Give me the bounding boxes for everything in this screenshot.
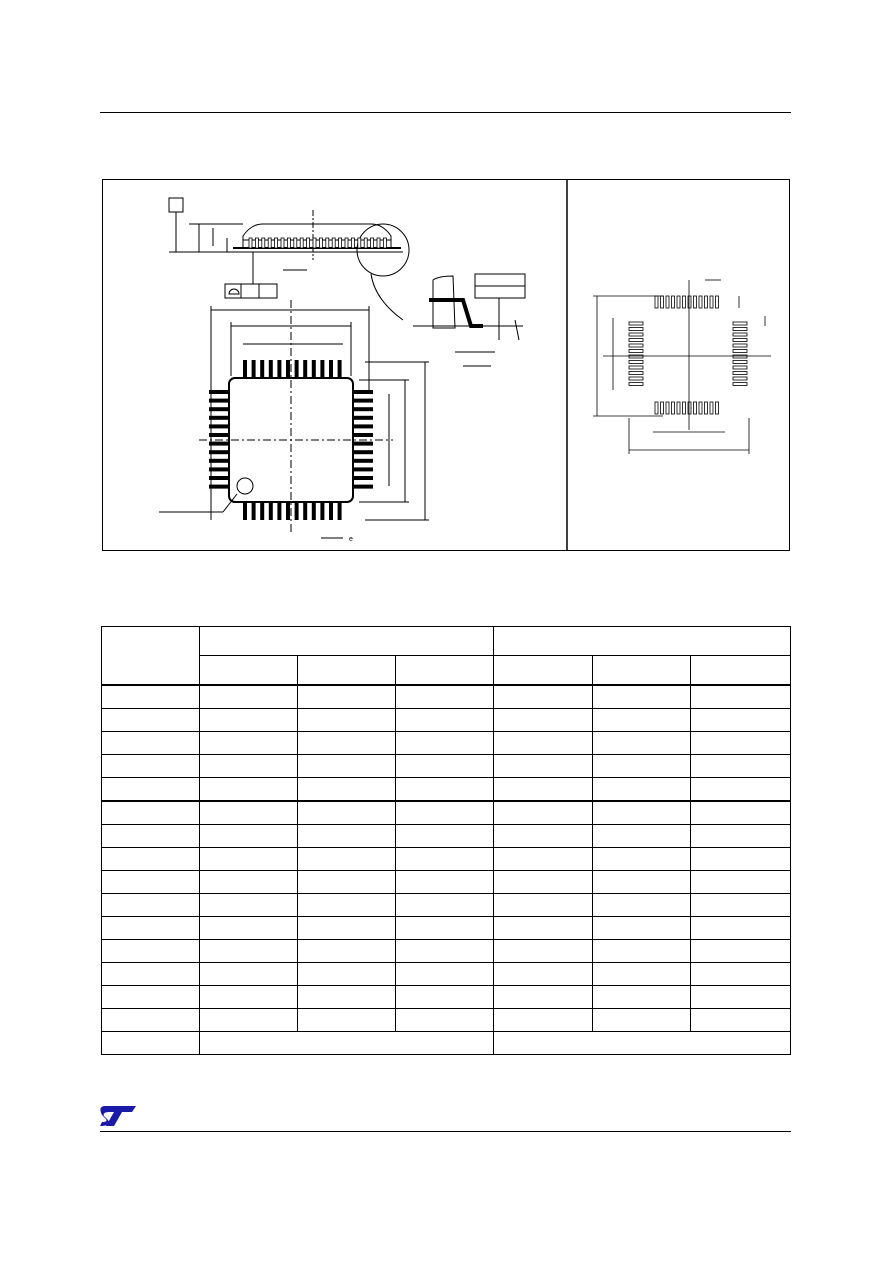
table-cell — [494, 871, 593, 894]
footprint-pad — [733, 366, 747, 369]
table-row — [102, 1009, 791, 1032]
table-cell — [200, 940, 298, 963]
header-unit-group — [200, 627, 494, 656]
table-cell — [102, 778, 200, 802]
side-pin — [345, 238, 348, 248]
table-subheader-row — [102, 656, 791, 686]
table-cell — [593, 732, 691, 755]
footprint-pad — [694, 402, 697, 414]
table-cell — [102, 848, 200, 871]
footprint-pad — [661, 402, 664, 414]
pin-right — [353, 399, 373, 403]
side-pin — [351, 238, 354, 248]
footprint-pad — [629, 361, 643, 364]
pin-top — [252, 360, 256, 378]
table-cell — [593, 963, 691, 986]
table-cell — [200, 825, 298, 848]
table-cell — [494, 778, 593, 802]
table-cell — [396, 755, 494, 778]
table-cell — [593, 685, 691, 709]
table-row — [102, 963, 791, 986]
pin-top — [312, 360, 316, 378]
footprint-pad — [705, 296, 708, 308]
footprint-pad — [629, 344, 643, 347]
table-cell — [298, 685, 396, 709]
table-cell — [691, 778, 791, 802]
detail-leader — [371, 274, 403, 320]
header-rule — [100, 112, 791, 113]
footprint-pad — [666, 296, 669, 308]
footprint-pad — [655, 402, 658, 414]
footprint-pad — [629, 339, 643, 342]
table-cell — [494, 732, 593, 755]
header-dim-cell — [102, 627, 200, 686]
pin-left — [209, 433, 229, 437]
table-cell — [298, 940, 396, 963]
table-cell — [494, 685, 593, 709]
side-pin — [268, 238, 271, 248]
footprint-pad — [629, 355, 643, 358]
table-cell — [494, 963, 593, 986]
side-pin — [377, 238, 380, 248]
pin-right — [353, 476, 373, 480]
pin-right — [353, 485, 373, 489]
table-cell — [298, 778, 396, 802]
pin-bottom — [338, 502, 342, 520]
footprint-pad — [733, 322, 747, 325]
table-cell — [298, 986, 396, 1009]
pin-left — [209, 424, 229, 428]
footprint-pad — [733, 383, 747, 386]
footprint-pad — [710, 296, 713, 308]
side-pin — [275, 238, 278, 248]
package-drawing-figure — [102, 179, 790, 551]
table-cell — [691, 963, 791, 986]
side-pin — [300, 238, 303, 248]
table-cell — [691, 848, 791, 871]
pin-bottom — [286, 502, 290, 520]
pin-right — [353, 407, 373, 411]
pin-top — [243, 360, 247, 378]
table-cell — [494, 940, 593, 963]
table-cell — [298, 871, 396, 894]
side-pin — [294, 238, 297, 248]
footprint-pad — [705, 402, 708, 414]
recommended-footprint — [593, 280, 771, 454]
table-cell — [298, 917, 396, 940]
side-pin — [287, 238, 290, 248]
table-cell — [200, 1032, 494, 1055]
footprint-pad — [733, 350, 747, 353]
header-subcell — [200, 656, 298, 686]
pin-bottom — [320, 502, 324, 520]
pin-left — [209, 407, 229, 411]
table-cell — [102, 732, 200, 755]
table-cell — [200, 778, 298, 802]
footprint-pad — [733, 377, 747, 380]
table-cell — [396, 685, 494, 709]
table-cell — [396, 801, 494, 825]
footprint-pad — [629, 322, 643, 325]
side-pin — [326, 238, 329, 248]
table-row — [102, 709, 791, 732]
pin-left — [209, 450, 229, 454]
pin-top — [338, 360, 342, 378]
header-subcell — [494, 656, 593, 686]
pin-left — [209, 416, 229, 420]
table-cell — [691, 871, 791, 894]
table-cell — [102, 1009, 200, 1032]
side-pin — [358, 238, 361, 248]
table-cell — [200, 685, 298, 709]
pin-right — [353, 390, 373, 394]
table-cell — [396, 709, 494, 732]
table-row — [102, 848, 791, 871]
table-cell — [593, 871, 691, 894]
pin-right — [353, 450, 373, 454]
footprint-pad — [629, 328, 643, 331]
footprint-pad — [683, 402, 686, 414]
pin-top — [269, 360, 273, 378]
pin-bottom — [260, 502, 264, 520]
table-cell — [396, 963, 494, 986]
side-pin — [339, 238, 342, 248]
pin-left — [209, 459, 229, 463]
table-cell — [691, 685, 791, 709]
table-cell — [200, 1009, 298, 1032]
pin-bottom — [303, 502, 307, 520]
pin-left — [209, 467, 229, 471]
pin-left — [209, 485, 229, 489]
table-cell — [102, 871, 200, 894]
footprint-pad — [694, 296, 697, 308]
table-cell — [593, 986, 691, 1009]
table-cell — [102, 709, 200, 732]
table-cell — [691, 917, 791, 940]
table-cell — [593, 825, 691, 848]
side-pin — [319, 238, 322, 248]
table-cell — [494, 801, 593, 825]
pin-right — [353, 459, 373, 463]
pin-left — [209, 399, 229, 403]
table-cell — [102, 685, 200, 709]
table-cell — [593, 917, 691, 940]
footprint-pad — [666, 402, 669, 414]
side-pin — [262, 238, 265, 248]
table-cell — [200, 871, 298, 894]
table-cell — [298, 709, 396, 732]
table-header-row — [102, 627, 791, 656]
table-cell — [593, 778, 691, 802]
table-cell — [494, 894, 593, 917]
table-row — [102, 755, 791, 778]
pin-top — [277, 360, 281, 378]
footprint-pad — [672, 402, 675, 414]
side-pin — [332, 238, 335, 248]
table-cell — [200, 848, 298, 871]
pin-right — [353, 424, 373, 428]
pitch-label: e — [349, 536, 353, 543]
table-row — [102, 917, 791, 940]
footprint-pad — [688, 402, 691, 414]
table-cell — [200, 917, 298, 940]
footprint-pad — [677, 402, 680, 414]
table-row — [102, 778, 791, 802]
table-cell — [102, 986, 200, 1009]
table-cell — [102, 755, 200, 778]
table-cell — [494, 1032, 791, 1055]
table-cell — [494, 755, 593, 778]
table-cell — [396, 825, 494, 848]
table-row — [102, 801, 791, 825]
footer-rule — [100, 1131, 791, 1132]
table-cell — [102, 825, 200, 848]
footprint-pad — [733, 361, 747, 364]
table-cell — [691, 825, 791, 848]
table-cell — [396, 871, 494, 894]
dim-k — [515, 320, 519, 340]
table-cell — [593, 1009, 691, 1032]
table-cell — [494, 986, 593, 1009]
table-cell — [691, 755, 791, 778]
footprint-pad — [683, 296, 686, 308]
footprint-pad — [733, 339, 747, 342]
pin-left — [209, 390, 229, 394]
pin-top — [329, 360, 333, 378]
footprint-pad — [699, 402, 702, 414]
table-cell — [298, 801, 396, 825]
footprint-pad — [688, 296, 691, 308]
pin-top — [320, 360, 324, 378]
footprint-pad — [733, 328, 747, 331]
header-subcell — [298, 656, 396, 686]
pin-left — [209, 476, 229, 480]
pin-top — [260, 360, 264, 378]
table-cell — [593, 755, 691, 778]
footprint-pad — [710, 402, 713, 414]
pin-right — [353, 416, 373, 420]
flatness-frame — [225, 284, 277, 298]
footprint-pad — [629, 333, 643, 336]
table-cell — [691, 732, 791, 755]
table-cell — [396, 986, 494, 1009]
table-cell — [102, 894, 200, 917]
pin-bottom — [295, 502, 299, 520]
table-cell — [494, 1009, 593, 1032]
side-pin — [313, 238, 316, 248]
header-subcell — [396, 656, 494, 686]
table-row — [102, 940, 791, 963]
table-cell — [691, 1009, 791, 1032]
header-subcell — [593, 656, 691, 686]
footprint-pad — [733, 372, 747, 375]
pin-left — [209, 442, 229, 446]
table-row — [102, 685, 791, 709]
table-cell — [298, 848, 396, 871]
footprint-pad — [629, 383, 643, 386]
footprint-pad — [716, 402, 719, 414]
table-cell — [102, 940, 200, 963]
datum-box — [169, 198, 183, 212]
side-pin — [255, 238, 258, 248]
package-drawing — [103, 180, 790, 551]
table-cell — [691, 801, 791, 825]
footprint-pad — [629, 377, 643, 380]
table-cell — [396, 894, 494, 917]
table-row — [102, 894, 791, 917]
side-pin — [383, 238, 386, 248]
table-cell — [102, 917, 200, 940]
side-pin — [364, 238, 367, 248]
table-cell — [593, 709, 691, 732]
table-cell — [298, 755, 396, 778]
table-cell — [298, 1009, 396, 1032]
table-row — [102, 871, 791, 894]
table-cell — [593, 848, 691, 871]
table-cell — [691, 986, 791, 1009]
footprint-pad — [629, 366, 643, 369]
table-cell — [396, 778, 494, 802]
table-cell — [494, 709, 593, 732]
table-cell — [691, 709, 791, 732]
table-cell — [593, 940, 691, 963]
table-cell — [102, 963, 200, 986]
footprint-pad — [733, 333, 747, 336]
table-cell — [593, 894, 691, 917]
table-cell — [396, 940, 494, 963]
table-cell — [200, 894, 298, 917]
pin-bottom — [243, 502, 247, 520]
side-pin — [371, 238, 374, 248]
header-subcell — [691, 656, 791, 686]
footprint-pad — [733, 344, 747, 347]
footprint-pad — [672, 296, 675, 308]
pin-right — [353, 442, 373, 446]
table-row — [102, 1032, 791, 1055]
footprint-pad — [655, 296, 658, 308]
table-cell — [298, 894, 396, 917]
table-row — [102, 986, 791, 1009]
table-cell — [102, 801, 200, 825]
table-cell — [494, 917, 593, 940]
st-logo-icon — [98, 1104, 138, 1128]
table-row — [102, 732, 791, 755]
header-unit-group — [494, 627, 791, 656]
table-cell — [200, 801, 298, 825]
footprint-pad — [733, 355, 747, 358]
pin-top — [286, 360, 290, 378]
pin-bottom — [312, 502, 316, 520]
pin-bottom — [269, 502, 273, 520]
table-cell — [396, 848, 494, 871]
table-cell — [200, 709, 298, 732]
pin-bottom — [277, 502, 281, 520]
table-cell — [200, 963, 298, 986]
dimension-table — [101, 626, 791, 1055]
table-cell — [298, 732, 396, 755]
table-cell — [298, 963, 396, 986]
footprint-pad — [661, 296, 664, 308]
table-cell — [396, 1009, 494, 1032]
pin-bottom — [329, 502, 333, 520]
table-cell — [691, 894, 791, 917]
table-cell — [691, 940, 791, 963]
pin-bottom — [252, 502, 256, 520]
pin-top — [295, 360, 299, 378]
table-cell — [593, 801, 691, 825]
table-row — [102, 825, 791, 848]
footprint-pad — [629, 372, 643, 375]
table-cell — [494, 825, 593, 848]
side-pin — [307, 238, 310, 248]
table-cell — [200, 755, 298, 778]
table-cell — [396, 917, 494, 940]
footprint-pad — [716, 296, 719, 308]
table-cell — [298, 825, 396, 848]
pin-top — [303, 360, 307, 378]
side-pin — [281, 238, 284, 248]
table-cell — [102, 1032, 200, 1055]
footprint-pad — [677, 296, 680, 308]
table-cell — [396, 732, 494, 755]
footprint-pad — [629, 350, 643, 353]
pin-right — [353, 433, 373, 437]
side-pin — [249, 238, 252, 248]
side-view-standoff — [243, 240, 391, 248]
table-cell — [200, 986, 298, 1009]
table-cell — [494, 848, 593, 871]
table-cell — [200, 732, 298, 755]
footprint-pad — [699, 296, 702, 308]
pin-right — [353, 467, 373, 471]
